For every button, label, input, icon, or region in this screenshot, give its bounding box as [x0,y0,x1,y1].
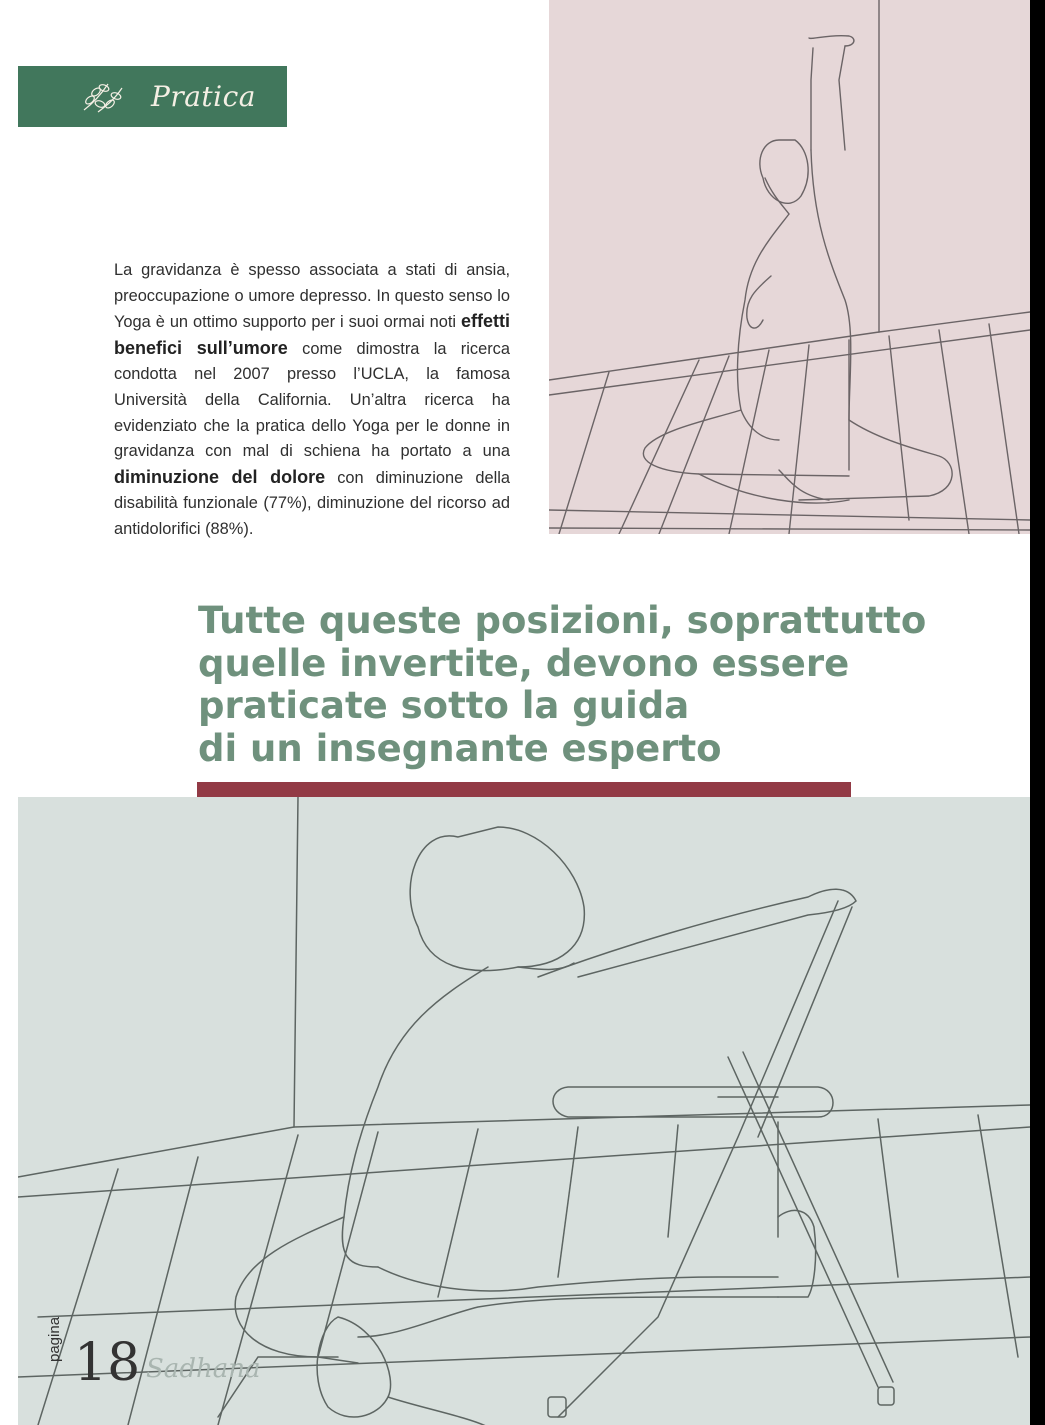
pull-quote-line: Tutte queste posizioni, soprattutto [198,599,927,642]
magazine-name: Sadhana [146,1354,261,1384]
page-number: 18 [74,1333,141,1393]
page-edge [1030,0,1045,1425]
body-text-3: con diminuzione della disabilità funzionale (77%), diminuzione del ricorso ad antidolorifici (88%). [114,468,510,538]
leaf-ornament-icon [80,78,126,116]
body-text-1: La gravidanza è spesso associata a stati di ansia, preoccupazione o umore depresso. In questo senso lo Yoga è un ottimo supporto per i suoi ormai noti [114,261,510,332]
pregnant-woman-arms-raised-illustration [549,0,1030,534]
body-paragraph [114,258,510,543]
highlight-diminuzione-dolore: diminuzione del dolore [114,466,326,487]
highlight-effetti-benefici: effetti benefici sull’umore [114,311,510,358]
pull-quote-line: di un insegnante esperto [198,726,722,770]
pull-quote [198,600,998,770]
pagina-label: pagina [46,1316,63,1362]
pull-quote-line: praticate sotto la guida [198,684,690,727]
section-label: Pratica [151,80,256,113]
pull-quote-rule [197,782,851,797]
pull-quote-line: quelle invertite, devono essere [198,641,850,685]
pregnant-woman-chair-stretch-illustration [18,797,1030,1425]
section-tag [18,66,287,127]
body-text-2: come dimostra la ricerca condotta nel 2007 presso l’UCLA, la famosa Università della California. Un’altra ricerca ha evidenziato che la pratica dello Yoga per le donne in gravidanza con mal di schiena ha portato a una [114,339,510,461]
